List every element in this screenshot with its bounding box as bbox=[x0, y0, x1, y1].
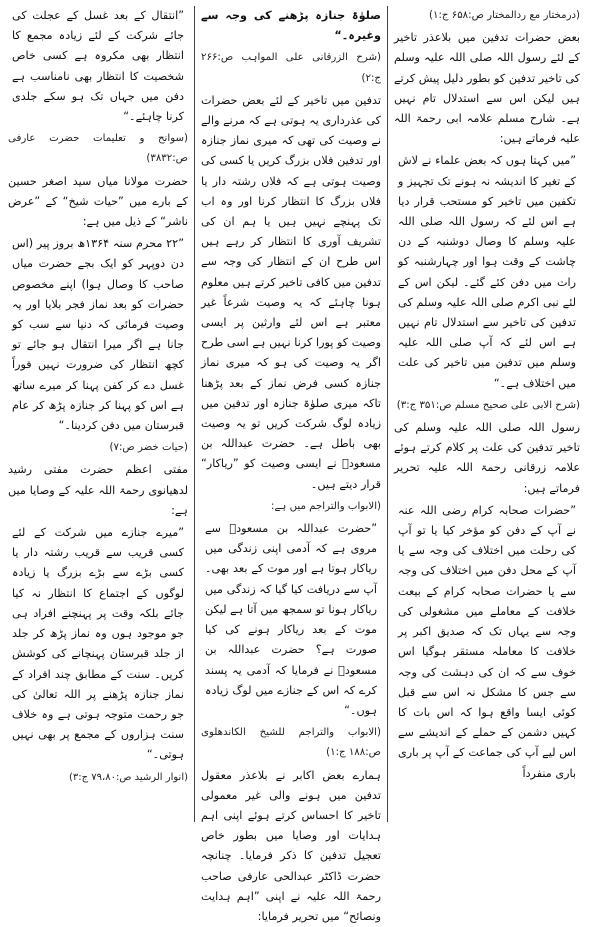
quotation: ”۲۲ محرم سنہ ۱۳۶۴ھ بروز پیر (اس دن دوپہر کو ایک بجے حضرت میاں صاحب کا وصال ہوا) اپنے مخصوص حضرات کو بعد نماز فجر بلایا اور یہ وصیت فرمائی کہ دنیا سے سب کو جانا ہے اگر میرا انتقال ہو جائے تو کچھ انتظار کی ضرورت نہیں فوراً غسل دے کر کفن پہنا کر میرے ساتھ ہے اس کو پہنا کر جنازہ پڑھ کر عام قبرستان میں دفن کردینا۔“ bbox=[12, 237, 184, 433]
quotation: ”میرے جنازے میں شرکت کے لئے کسی قریب سے قریب رشتہ دار یا کسی بڑے سے بڑے بزرگ یا زیادہ لوگوں کے اجتماع کا انتظار نہ کیا جائے بلکہ وقت پر پہنچنے افراد ہی جو موجود ہوں وہ نماز پڑھ کر جلد از جلد قبرستان پہنچانے کی کوشش کریں۔ سنت کے مطابق چند افراد کے نماز جنازہ پڑھنے پر اللہ تعالیٰ کی جو رحمت متوجہ ہوتی ہے وہ خلاف سنت ہزاروں کے مجمع پر بھی نہیں ہوتی۔“ bbox=[12, 526, 184, 762]
paragraph: حضرت مولانا میاں سید اصغر حسین کے بارے میں ”حیات شیخ“ کے ”عرض ناشر“ کے ذیل میں ہے: bbox=[8, 174, 188, 229]
paragraph: ہمارے بعض اکابر نے بلاعذر معقول تدفین میں ہونے والی غیر معمولی تاخیر کا احساس کرتے ہوئے اپنی اہم ہدایات اور وصایا میں بطور خاص تعجیل تدفین کا ذکر فرمایا۔ چنانچہ حضرت ڈاکٹر عبدالحی عارفی صاحب رحمۃ اللہ علیہ نے اپنی ”اہم ہدایت ونصائح“ میں تحریر فرمایا: bbox=[201, 768, 381, 923]
right-column bbox=[388, 6, 584, 822]
paragraph: تدفین میں تاخیر کے لئے بعض حضرات کی عذرداری یہ ہوتی ہے کہ مرنے والے نے وصیت کی تھی کہ میری نماز جنازہ اور تدفین فلاں بزرگ کریں یا کسی کی وصیت ہوتی ہے کہ فلاں رشتہ دار یا فلاں بزرگ کا انتظار کرنا اور وہ اب تک پہنچے نہیں ہیں یا ہم ان کی تشریف آوری کا انتظار کر رہے ہیں اس طرح ان کے انتظار کی وجہ سے تدفین میں کافی تاخیر کرتے ہیں معلوم ہونا چاہئے کہ یہ وصیت شرعاً غیر معتبر ہے اس لئے وارثین پر ایسی وصیت کو پورا کرنا نہیں ہے اسی طرح اگر یہ وصیت کی ہو کہ میری نماز جنازہ کسی فرض نماز کے بعد پڑھنا تاکہ میری صلوٰۃ جنازہ اور تدفین میں زیادہ لوگ شرکت کریں تو یہ وصیت بھی باطل ہے۔ حضرت عبداللہ بن مسعودؓ نے ایسی وصیت کو ”ریاکار“ قرار دیتے ہیں۔ bbox=[201, 93, 381, 491]
reference: (انوار الرشید ص:۷۹،۸۰ ج:۳) bbox=[68, 771, 188, 783]
paragraph: رسول اللہ صلی اللہ علیہ وسلم کی تاخیر تدفین کی علت پر کلام کرتے ہوئے علامہ زرقانی رحمۃ اللہ علیہ تحریر فرماتے ہیں: bbox=[394, 421, 580, 495]
quotation: ”حضرت عبداللہ بن مسعودؓ سے مروی ہے کہ آدمی اپنی زندگی میں ریاکار ہوتا ہے اور موت کے بعد بھی۔ آپ سے دریافت کیا گیا کہ زندگی میں ریاکار ہونا تو سمجھ میں آتا ہے لیکن موت کے بعد ریاکار ہونے کی کیا صورت ہے؟ حضرت عبداللہ بن مسعودؓ نے فرمایا کہ آدمی یہ پسند کرے کہ اس کے جنازے میں لوگ زیادہ ہوں۔“ bbox=[205, 522, 377, 717]
left-column bbox=[6, 6, 194, 822]
middle-column bbox=[194, 6, 388, 923]
reference: (الابواب والتراجم للشیخ الکاندھلوی ص:۱۸۸ ج:۱) bbox=[201, 727, 381, 759]
reference: (سوانح و تعلیمات حضرت عارفی ص:۳۸۳۲) bbox=[8, 133, 188, 165]
quotation: ”حضرات صحابہ کرام رضی اللہ عنہ نے آپ کے دفن کو مؤخر کیا یا تو آپ کی رحلت میں اختلاف کی وجہ سے یا آپ کے محل دفن میں اختلاف کی وجہ سے یا حضرات صحابہ کرام کے بیعت خلافت کے معاملے میں مشغولی کی وجہ سے یہاں تک کہ صدیق اکبر پر خلافت کا معاملہ مستقر ہوگیا اس خوف سے کہ ان کی دہشت کی وجہ سے جس کا مشکل نہ اس سے قبل کوئی ایسا واقع ہوا کہ اس بات کا کہیں دشمن کے حملے کے اندیشے سے اس لیے آپ کی جماعت کے آپ پر باری باری منفرداً bbox=[398, 503, 576, 780]
reference: (شرح الزرقانی علی المواہب ص:۲۶۶ ج:۲) bbox=[201, 52, 381, 84]
reference: (شرح الابی علی صحیح مسلم ص:۳۵۱ ج:۳) bbox=[396, 399, 580, 411]
quotation: ”انتقال کے بعد غسل کے عجلت کی جائے شرکت کے لئے زیادہ مجمع کا انتظار بھی مکروہ ہے کسی خاص شخصیت کا انتظار بھی نامناسب ہے دفن میں جہاں تک ہو سکے جلدی کرنا چاہئے۔“ bbox=[12, 9, 184, 124]
reference: (حیات خضر ص:۷) bbox=[109, 442, 188, 454]
reference: (الابواب والتراجم میں ہے: bbox=[271, 500, 381, 512]
reference: (درمختار مع ردالمختار ص:۶۵۸ ج:۱) bbox=[429, 10, 580, 21]
paragraph: بعض حضرات تدفین میں بلاعذر تاخیر کے لئے رسول اللہ صلی اللہ علیہ وسلم کی تاخیر تدفین کو بطور دلیل پیش کرتے ہیں لیکن اس سے استدلال تام نہیں ہے۔ شارح مسلم علامہ ابی رحمۃ اللہ علیہ فرماتے ہیں: bbox=[394, 31, 580, 146]
quotation: ”میں کہتا ہوں کہ بعض علماء نے لاش کے تغیر کا اندیشہ نہ ہونے تک تجہیز و تکفین میں تاخیر کو مستحب قرار دیا ہے اس لئے کہ رسول اللہ صلی اللہ علیہ وسلم کا وصال دوشنبہ کے دن چاشت کے وقت ہوا اور چہارشنبہ کو رات میں دفن کئے گئے۔ لیکن اس کے لئے نبی اکرم صلی اللہ علیہ وسلم کی تدفین کی تاخیر سے استدلال تام نہیں ہے اس لئے کہ آپ صلی اللہ علیہ وسلم میں تدفین میں تاخیر کی علت میں اختلاف ہے۔“ bbox=[398, 154, 576, 390]
paragraph: مفتی اعظم حضرت مفتی رشید لدھیانوی رحمۃ اللہ علیہ کے وصایا میں ہے: bbox=[8, 463, 188, 517]
quote-continuation: صلوٰۃ جنازہ پڑھنے کی وجہ سے وغیرہ۔“ bbox=[201, 9, 381, 43]
